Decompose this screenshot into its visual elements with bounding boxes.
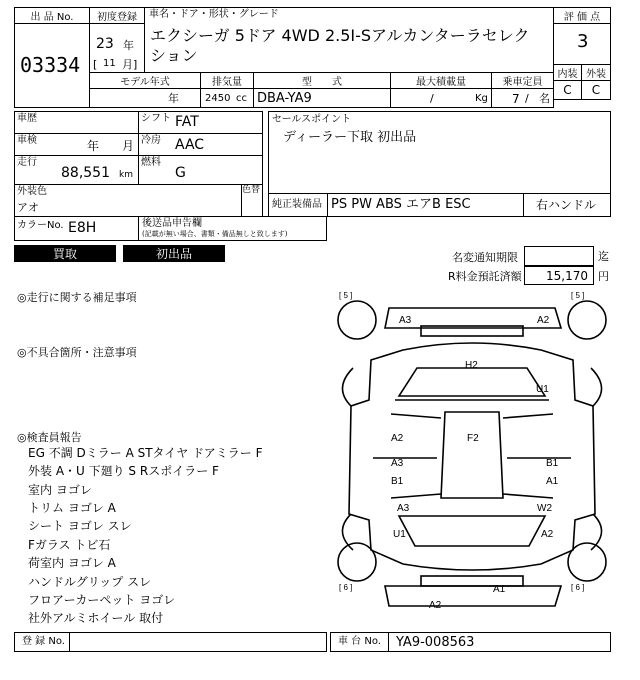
tire-br-label: [ 6 ] [571,583,585,592]
mark-w2: W2 [537,503,552,514]
name-change-box [524,246,594,266]
reg-year: 23 [96,36,114,52]
driving-label: ◎走行に関する補足事項 [17,291,137,304]
max-load-sep: / [430,92,434,105]
after-note: (記載が無い場合、書類・備品無しと致します) [142,230,288,238]
shaken-year-unit: 年 [87,139,100,153]
mark-a1-bottom: A1 [493,584,506,595]
score: 3 [577,31,589,52]
car-damage-diagram [333,288,611,624]
car-name: エクシーガ 5ドア 4WD 2.5I-Sアルカンターラセレクション [150,26,530,65]
mark-a1-right: A1 [546,476,559,487]
exterior-color-label: 外装色 [17,186,47,197]
recycle-label: R料金預託済額 [448,270,522,283]
mark-b1-right: B1 [546,458,559,469]
pillar-left [391,414,441,418]
shift: FAT [175,114,199,130]
front-glass [399,516,545,546]
report-line: 社外アルミホイール 取付 [28,611,164,625]
displacement-unit: cc [236,93,247,104]
report-line: フロアーカーペット ヨゴレ [28,593,176,607]
exterior-grade: C [581,80,611,100]
tire-tl-label: [ 5 ] [339,291,353,300]
model-year-unit: 年 [168,92,179,105]
mark-a3-left: A3 [391,458,404,469]
tire-tr-circle [568,301,606,339]
color-no: E8H [68,220,97,236]
after-label: 後送品申告欄 [142,218,202,229]
mark-b1-left: B1 [391,476,404,487]
defect-label: ◎不具合箇所・注意事項 [17,346,137,359]
mileage-label: 走行 [17,157,37,168]
report-line: Fガラス トビ石 [28,538,111,552]
score-label: 評 価 点 [553,7,611,24]
equipment-label: 純正装備品 [272,199,322,210]
ac-label: 冷房 [141,135,161,146]
recycle-unit: 円 [598,270,609,283]
chassis-no: YA9-008563 [396,635,475,650]
history-label: 車歴 [17,113,37,124]
sales-point-label: セールスポイント [272,114,352,125]
shift-label: シフト [141,113,171,124]
lot-no: 03334 [20,53,81,77]
reg-no-cell [69,632,327,652]
tire-bl-label: [ 6 ] [339,583,353,592]
reg-month-open: [ [93,58,98,71]
mark-u1-right: U1 [536,384,549,395]
model-year-cell [89,88,201,108]
name-change-label: 名変通知期限 [452,251,518,264]
inspector-label: ◎検査員報告 [17,431,82,444]
report-line: 外装 A・U 下廻り S Rスポイラー F [28,464,219,478]
mark-f2: F2 [467,433,479,444]
front-plate [421,576,523,586]
tire-tl-circle [338,301,376,339]
report-line: ハンドルグリップ スレ [28,575,152,589]
lot-no-label: 出 品 No. [14,7,90,24]
rear-bumper [385,308,561,328]
report-line: 室内 ヨゴレ [28,483,92,497]
mileage: 88,551 [61,165,110,181]
car-name-label: 車名・ドア・形状・グレード [149,9,279,20]
mark-a2-left: A2 [391,433,404,444]
model-year-label: モデル年式 [89,72,201,89]
cabin [441,412,503,498]
displacement: 2450 [205,93,231,104]
reg-month-unit: 月] [122,58,138,71]
capacity-unit: 名 [539,92,550,105]
ac: AAC [175,137,205,153]
mark-a2-lower: A2 [541,529,554,540]
reg-year-unit: 年 [123,39,134,52]
mark-a3-lower: A3 [397,503,410,514]
chassis-label: 車 台 No. [338,636,381,647]
report-line: 荷室内 ヨゴレ A [28,556,116,570]
capacity-label: 乗車定員 [491,72,554,89]
type-label: 型 式 [253,72,391,89]
door-lower-right [503,494,553,498]
capacity-sep: / [525,92,529,105]
interior-label: 内装 [553,64,582,81]
mark-a2-bottom: A2 [429,600,442,611]
rear-glass [399,368,545,396]
mark-u1-lower: U1 [393,529,406,540]
front-bumper [385,586,561,606]
shaken-month-unit: 月 [122,139,135,153]
reg-no-label: 登 録 No. [22,636,65,647]
shaken-label: 車検 [17,135,37,146]
mark-a3-top: A3 [399,315,412,326]
type: DBA-YA9 [257,91,312,106]
wheel-arch-tl [342,368,353,406]
door-lower-left [391,494,441,498]
fuel-label: 燃料 [141,157,161,168]
exterior-color: アオ [17,201,39,214]
exterior-color-cell [14,184,242,217]
mileage-unit: km [119,170,133,180]
fuel: G [175,165,186,181]
capacity: 7 [512,92,520,106]
equipment: PS PW ABS エアB ESC [331,197,471,212]
max-load-label: 最大積載量 [390,72,492,89]
first-reg-label: 初度登録 [89,7,145,24]
displacement-label: 排気量 [200,72,254,89]
interior-grade: C [553,80,582,100]
buy-bar: 買取 [14,245,116,262]
name-change-unit: 迄 [598,250,609,263]
wheel-arch-tr [591,368,602,406]
report-line: トリム ヨゴレ A [28,501,116,515]
tire-tr-label: [ 5 ] [571,291,585,300]
body-outline [349,343,595,570]
color-change-label: 色替 [242,185,261,195]
reg-month: 11 [103,58,116,69]
report-line: EG 不調 Dミラー A STタイヤ ドアミラー F [28,446,263,460]
mark-a2-top: A2 [537,315,550,326]
sales-point: ディーラー下取 初出品 [283,130,417,145]
recycle-amount: 15,170 [546,269,588,283]
pillar-right [503,414,553,418]
handle: 右ハンドル [536,198,597,212]
first-listing-bar: 初出品 [123,245,225,262]
max-load-unit: Kg [475,93,488,104]
color-no-label: カラーNo. [17,220,64,231]
report-line: シート ヨゴレ スレ [28,519,132,533]
exterior-label: 外装 [581,64,611,81]
mark-h2: H2 [465,360,478,371]
